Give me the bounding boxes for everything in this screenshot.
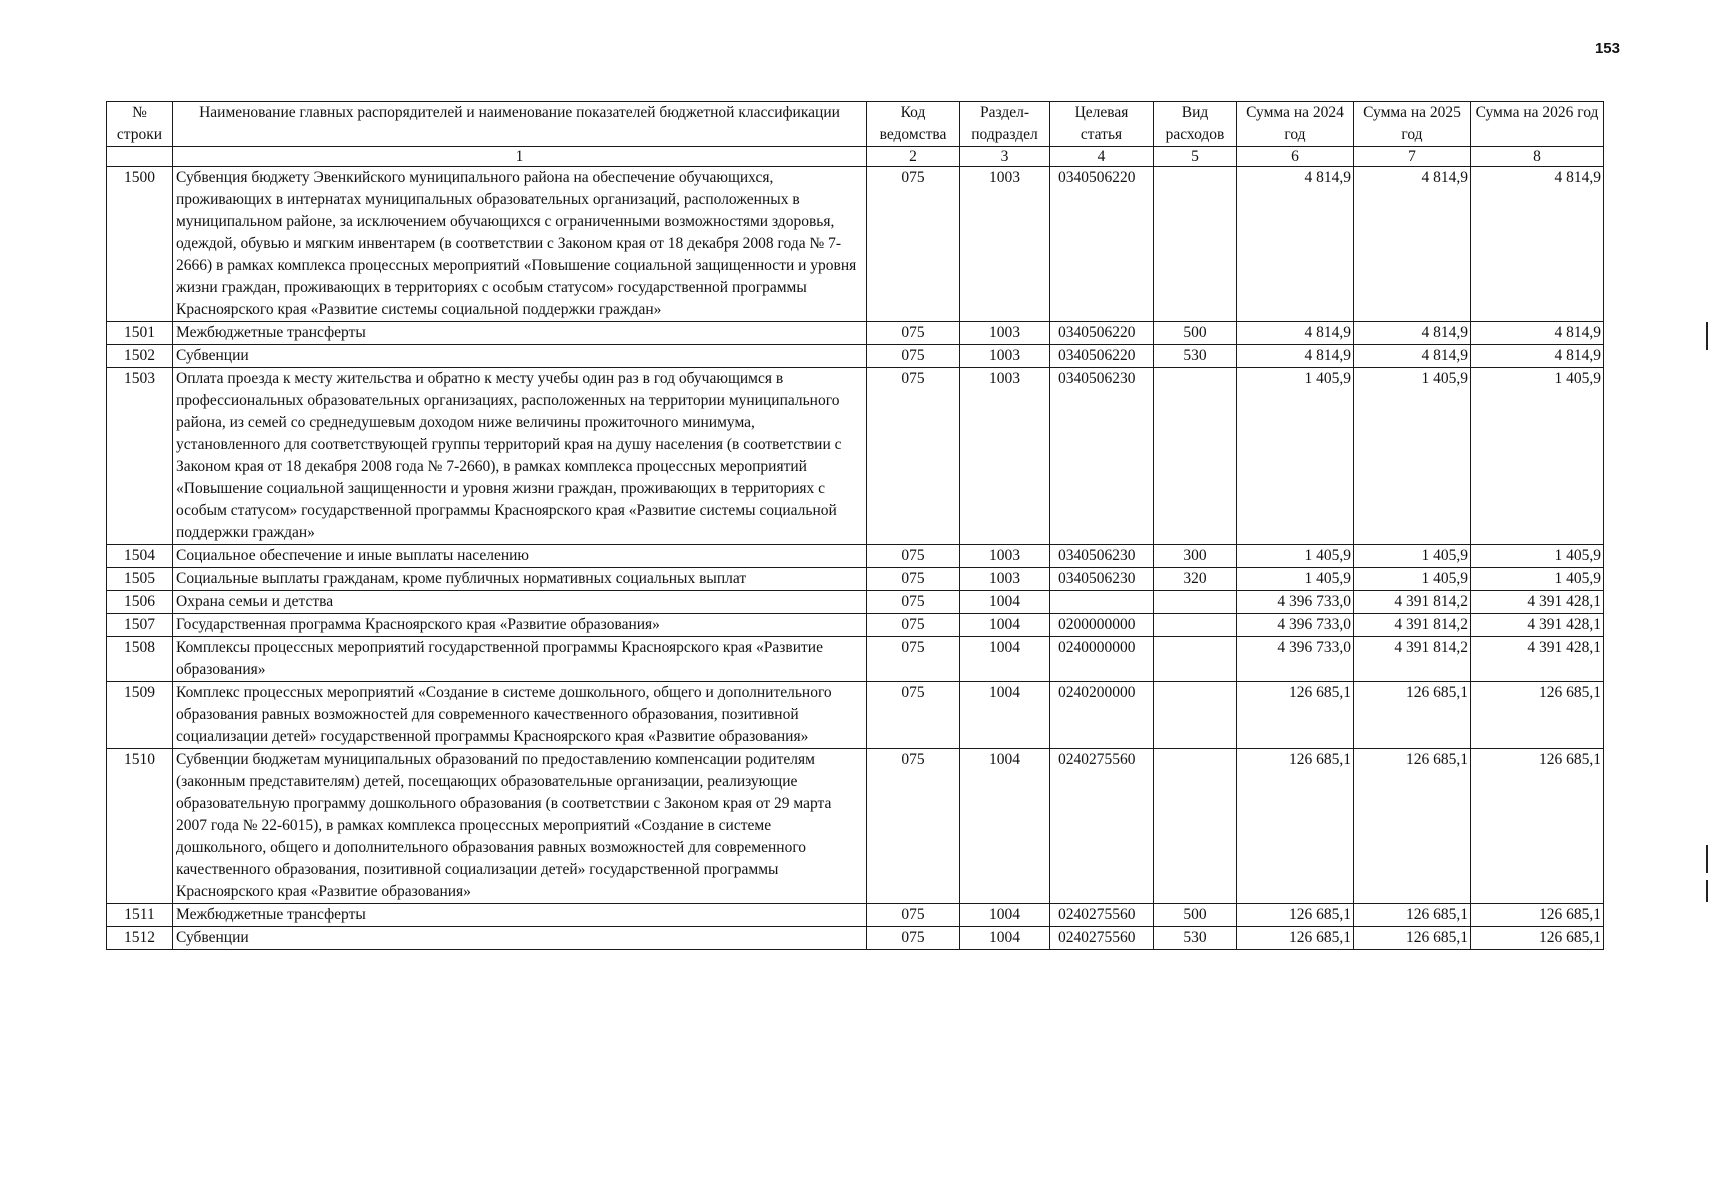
table-row bbox=[107, 749, 1604, 904]
row-number: 1501 bbox=[107, 322, 173, 345]
row-dept-code: 075 bbox=[867, 904, 960, 927]
row-number: 1511 bbox=[107, 904, 173, 927]
margin-mark bbox=[1706, 322, 1708, 350]
row-expense-type: 320 bbox=[1154, 568, 1237, 591]
column-number: 8 bbox=[1471, 147, 1604, 167]
header-sum-2025: Сумма на 2025 год bbox=[1354, 102, 1471, 147]
row-section: 1003 bbox=[960, 545, 1050, 568]
row-number: 1507 bbox=[107, 614, 173, 637]
table-row bbox=[107, 345, 1604, 368]
row-dept-code: 075 bbox=[867, 927, 960, 950]
row-sum-2024: 126 685,1 bbox=[1237, 927, 1354, 950]
row-sum-2025: 126 685,1 bbox=[1354, 904, 1471, 927]
row-number: 1504 bbox=[107, 545, 173, 568]
row-number: 1512 bbox=[107, 927, 173, 950]
row-target: 0340506230 bbox=[1050, 368, 1154, 545]
row-expense-type bbox=[1154, 614, 1237, 637]
table-row bbox=[107, 545, 1604, 568]
row-sum-2024: 4 814,9 bbox=[1237, 345, 1354, 368]
row-expense-type: 500 bbox=[1154, 322, 1237, 345]
row-name: Оплата проезда к месту жительства и обратно к месту учебы один раз в год обучающимся в профессиональных образовательных организациях, расположенных на территории муниципального района, из семей со среднедушевым доходом ниже величины прожиточного минимума, установленного для соответствующей группы территорий края на душу населения (в соответствии с Законом края от 18 декабря 2008 года № 7-2660), в рамках комплекса процессных мероприятий «Повышение социальной защищенности и уровня жизни граждан, проживающих в территориях с особым статусом» государственной программы Красноярского края «Развитие системы социальной поддержки граждан» bbox=[173, 368, 867, 545]
column-number: 3 bbox=[960, 147, 1050, 167]
column-number: 7 bbox=[1354, 147, 1471, 167]
row-section: 1004 bbox=[960, 637, 1050, 682]
row-sum-2025: 4 391 814,2 bbox=[1354, 591, 1471, 614]
row-expense-type bbox=[1154, 591, 1237, 614]
row-name: Комплекс процессных мероприятий «Создание в системе дошкольного, общего и дополнительного образования равных возможностей для современного качественного образования, позитивной социализации детей» государственной программы Красноярского края «Развитие образования» bbox=[173, 682, 867, 749]
table-body bbox=[107, 147, 1604, 950]
row-number: 1502 bbox=[107, 345, 173, 368]
row-expense-type: 530 bbox=[1154, 345, 1237, 368]
row-name: Комплексы процессных мероприятий государственной программы Красноярского края «Развитие образования» bbox=[173, 637, 867, 682]
row-expense-type: 530 bbox=[1154, 927, 1237, 950]
row-expense-type: 300 bbox=[1154, 545, 1237, 568]
row-target: 0340506220 bbox=[1050, 167, 1154, 322]
row-sum-2026: 1 405,9 bbox=[1471, 545, 1604, 568]
table-row bbox=[107, 167, 1604, 322]
column-number: 5 bbox=[1154, 147, 1237, 167]
column-number-row bbox=[107, 147, 1604, 167]
row-target: 0240200000 bbox=[1050, 682, 1154, 749]
row-target: 0340506230 bbox=[1050, 568, 1154, 591]
margin-mark bbox=[1706, 880, 1708, 902]
row-section: 1004 bbox=[960, 749, 1050, 904]
table-row bbox=[107, 614, 1604, 637]
row-dept-code: 075 bbox=[867, 568, 960, 591]
row-name: Государственная программа Красноярского края «Развитие образования» bbox=[173, 614, 867, 637]
row-sum-2025: 4 391 814,2 bbox=[1354, 637, 1471, 682]
row-sum-2025: 1 405,9 bbox=[1354, 545, 1471, 568]
margin-mark bbox=[1706, 845, 1708, 873]
table-row bbox=[107, 637, 1604, 682]
header-section: Раздел-подраздел bbox=[960, 102, 1050, 147]
row-name: Охрана семьи и детства bbox=[173, 591, 867, 614]
row-expense-type bbox=[1154, 682, 1237, 749]
row-dept-code: 075 bbox=[867, 614, 960, 637]
table-row bbox=[107, 682, 1604, 749]
row-name: Социальные выплаты гражданам, кроме публичных нормативных социальных выплат bbox=[173, 568, 867, 591]
row-dept-code: 075 bbox=[867, 322, 960, 345]
row-target: 0240000000 bbox=[1050, 637, 1154, 682]
row-target: 0240275560 bbox=[1050, 904, 1154, 927]
row-section: 1003 bbox=[960, 568, 1050, 591]
table-row bbox=[107, 927, 1604, 950]
table-row bbox=[107, 591, 1604, 614]
table-row bbox=[107, 322, 1604, 345]
column-number bbox=[107, 147, 173, 167]
header-target: Целевая статья bbox=[1050, 102, 1154, 147]
column-number: 2 bbox=[867, 147, 960, 167]
row-dept-code: 075 bbox=[867, 591, 960, 614]
row-section: 1004 bbox=[960, 927, 1050, 950]
row-name: Субвенции bbox=[173, 927, 867, 950]
row-sum-2024: 4 814,9 bbox=[1237, 167, 1354, 322]
page-number: 153 bbox=[1594, 40, 1620, 57]
row-sum-2026: 4 814,9 bbox=[1471, 167, 1604, 322]
row-sum-2025: 126 685,1 bbox=[1354, 927, 1471, 950]
row-sum-2024: 1 405,9 bbox=[1237, 545, 1354, 568]
row-sum-2025: 1 405,9 bbox=[1354, 368, 1471, 545]
row-sum-2024: 4 396 733,0 bbox=[1237, 637, 1354, 682]
row-target: 0340506220 bbox=[1050, 345, 1154, 368]
row-number: 1505 bbox=[107, 568, 173, 591]
column-number: 4 bbox=[1050, 147, 1154, 167]
header-expense-type: Вид расходов bbox=[1154, 102, 1237, 147]
row-sum-2026: 126 685,1 bbox=[1471, 749, 1604, 904]
row-sum-2025: 4 391 814,2 bbox=[1354, 614, 1471, 637]
row-section: 1004 bbox=[960, 591, 1050, 614]
row-name: Межбюджетные трансферты bbox=[173, 322, 867, 345]
row-number: 1510 bbox=[107, 749, 173, 904]
row-sum-2024: 126 685,1 bbox=[1237, 904, 1354, 927]
row-dept-code: 075 bbox=[867, 749, 960, 904]
row-target: 0240275560 bbox=[1050, 927, 1154, 950]
column-number: 6 bbox=[1237, 147, 1354, 167]
row-number: 1500 bbox=[107, 167, 173, 322]
row-target: 0340506220 bbox=[1050, 322, 1154, 345]
row-target: 0340506230 bbox=[1050, 545, 1154, 568]
row-expense-type bbox=[1154, 368, 1237, 545]
row-sum-2025: 1 405,9 bbox=[1354, 568, 1471, 591]
row-sum-2026: 4 814,9 bbox=[1471, 345, 1604, 368]
row-number: 1506 bbox=[107, 591, 173, 614]
row-expense-type: 500 bbox=[1154, 904, 1237, 927]
row-section: 1004 bbox=[960, 904, 1050, 927]
budget-table bbox=[106, 101, 1604, 950]
header-row bbox=[107, 102, 1604, 147]
header-dept-code: Код ведомства bbox=[867, 102, 960, 147]
row-sum-2026: 4 391 428,1 bbox=[1471, 637, 1604, 682]
row-dept-code: 075 bbox=[867, 167, 960, 322]
row-number: 1509 bbox=[107, 682, 173, 749]
table-row bbox=[107, 368, 1604, 545]
row-section: 1003 bbox=[960, 167, 1050, 322]
row-section: 1004 bbox=[960, 614, 1050, 637]
header-row-no: № строки bbox=[107, 102, 173, 147]
row-section: 1003 bbox=[960, 322, 1050, 345]
row-sum-2024: 4 814,9 bbox=[1237, 322, 1354, 345]
row-dept-code: 075 bbox=[867, 368, 960, 545]
row-expense-type bbox=[1154, 749, 1237, 904]
row-target: 0200000000 bbox=[1050, 614, 1154, 637]
row-name: Субвенция бюджету Эвенкийского муниципального района на обеспечение обучающихся, проживающих в интернатах муниципальных образовательных организаций, расположенных в муниципальном районе, за исключением обучающихся с ограниченными возможностями здоровья, одеждой, обувью и мягким инвентарем (в соответствии с Законом края от 18 декабря 2008 года № 7-2666) в рамках комплекса процессных мероприятий «Повышение социальной защищенности и уровня жизни граждан, проживающих в территориях с особым статусом» государственной программы Красноярского края «Развитие системы социальной поддержки граждан» bbox=[173, 167, 867, 322]
row-sum-2026: 126 685,1 bbox=[1471, 927, 1604, 950]
row-name: Социальное обеспечение и иные выплаты населению bbox=[173, 545, 867, 568]
row-name: Межбюджетные трансферты bbox=[173, 904, 867, 927]
row-expense-type bbox=[1154, 637, 1237, 682]
header-name: Наименование главных распорядителей и наименование показателей бюджетной классификации bbox=[173, 102, 867, 147]
row-section: 1003 bbox=[960, 368, 1050, 545]
row-dept-code: 075 bbox=[867, 637, 960, 682]
row-sum-2026: 1 405,9 bbox=[1471, 368, 1604, 545]
row-sum-2026: 4 391 428,1 bbox=[1471, 591, 1604, 614]
column-number: 1 bbox=[173, 147, 867, 167]
table-row bbox=[107, 904, 1604, 927]
header-sum-2024: Сумма на 2024 год bbox=[1237, 102, 1354, 147]
row-sum-2026: 4 814,9 bbox=[1471, 322, 1604, 345]
row-expense-type bbox=[1154, 167, 1237, 322]
row-section: 1003 bbox=[960, 345, 1050, 368]
row-sum-2025: 4 814,9 bbox=[1354, 167, 1471, 322]
row-sum-2025: 4 814,9 bbox=[1354, 345, 1471, 368]
row-sum-2026: 4 391 428,1 bbox=[1471, 614, 1604, 637]
row-target bbox=[1050, 591, 1154, 614]
row-sum-2026: 126 685,1 bbox=[1471, 682, 1604, 749]
row-sum-2025: 126 685,1 bbox=[1354, 749, 1471, 904]
row-number: 1508 bbox=[107, 637, 173, 682]
row-sum-2024: 4 396 733,0 bbox=[1237, 614, 1354, 637]
row-name: Субвенции бюджетам муниципальных образований по предоставлению компенсации родителям (законным представителям) детей, посещающих образовательные организации, реализующие образовательную программу дошкольного образования (в соответствии с Законом края от 29 марта 2007 года № 22-6015), в рамках комплекса процессных мероприятий «Создание в системе дошкольного, общего и дополнительного образования равных возможностей для современного качественного образования, позитивной социализации детей» государственной программы Красноярского края «Развитие образования» bbox=[173, 749, 867, 904]
row-sum-2024: 126 685,1 bbox=[1237, 682, 1354, 749]
row-sum-2024: 1 405,9 bbox=[1237, 368, 1354, 545]
row-number: 1503 bbox=[107, 368, 173, 545]
row-dept-code: 075 bbox=[867, 682, 960, 749]
header-sum-2026: Сумма на 2026 год bbox=[1471, 102, 1604, 147]
row-sum-2025: 4 814,9 bbox=[1354, 322, 1471, 345]
row-dept-code: 075 bbox=[867, 545, 960, 568]
row-name: Субвенции bbox=[173, 345, 867, 368]
row-dept-code: 075 bbox=[867, 345, 960, 368]
row-sum-2026: 1 405,9 bbox=[1471, 568, 1604, 591]
row-sum-2026: 126 685,1 bbox=[1471, 904, 1604, 927]
table-row bbox=[107, 568, 1604, 591]
row-sum-2024: 1 405,9 bbox=[1237, 568, 1354, 591]
row-target: 0240275560 bbox=[1050, 749, 1154, 904]
row-sum-2025: 126 685,1 bbox=[1354, 682, 1471, 749]
row-section: 1004 bbox=[960, 682, 1050, 749]
row-sum-2024: 4 396 733,0 bbox=[1237, 591, 1354, 614]
row-sum-2024: 126 685,1 bbox=[1237, 749, 1354, 904]
